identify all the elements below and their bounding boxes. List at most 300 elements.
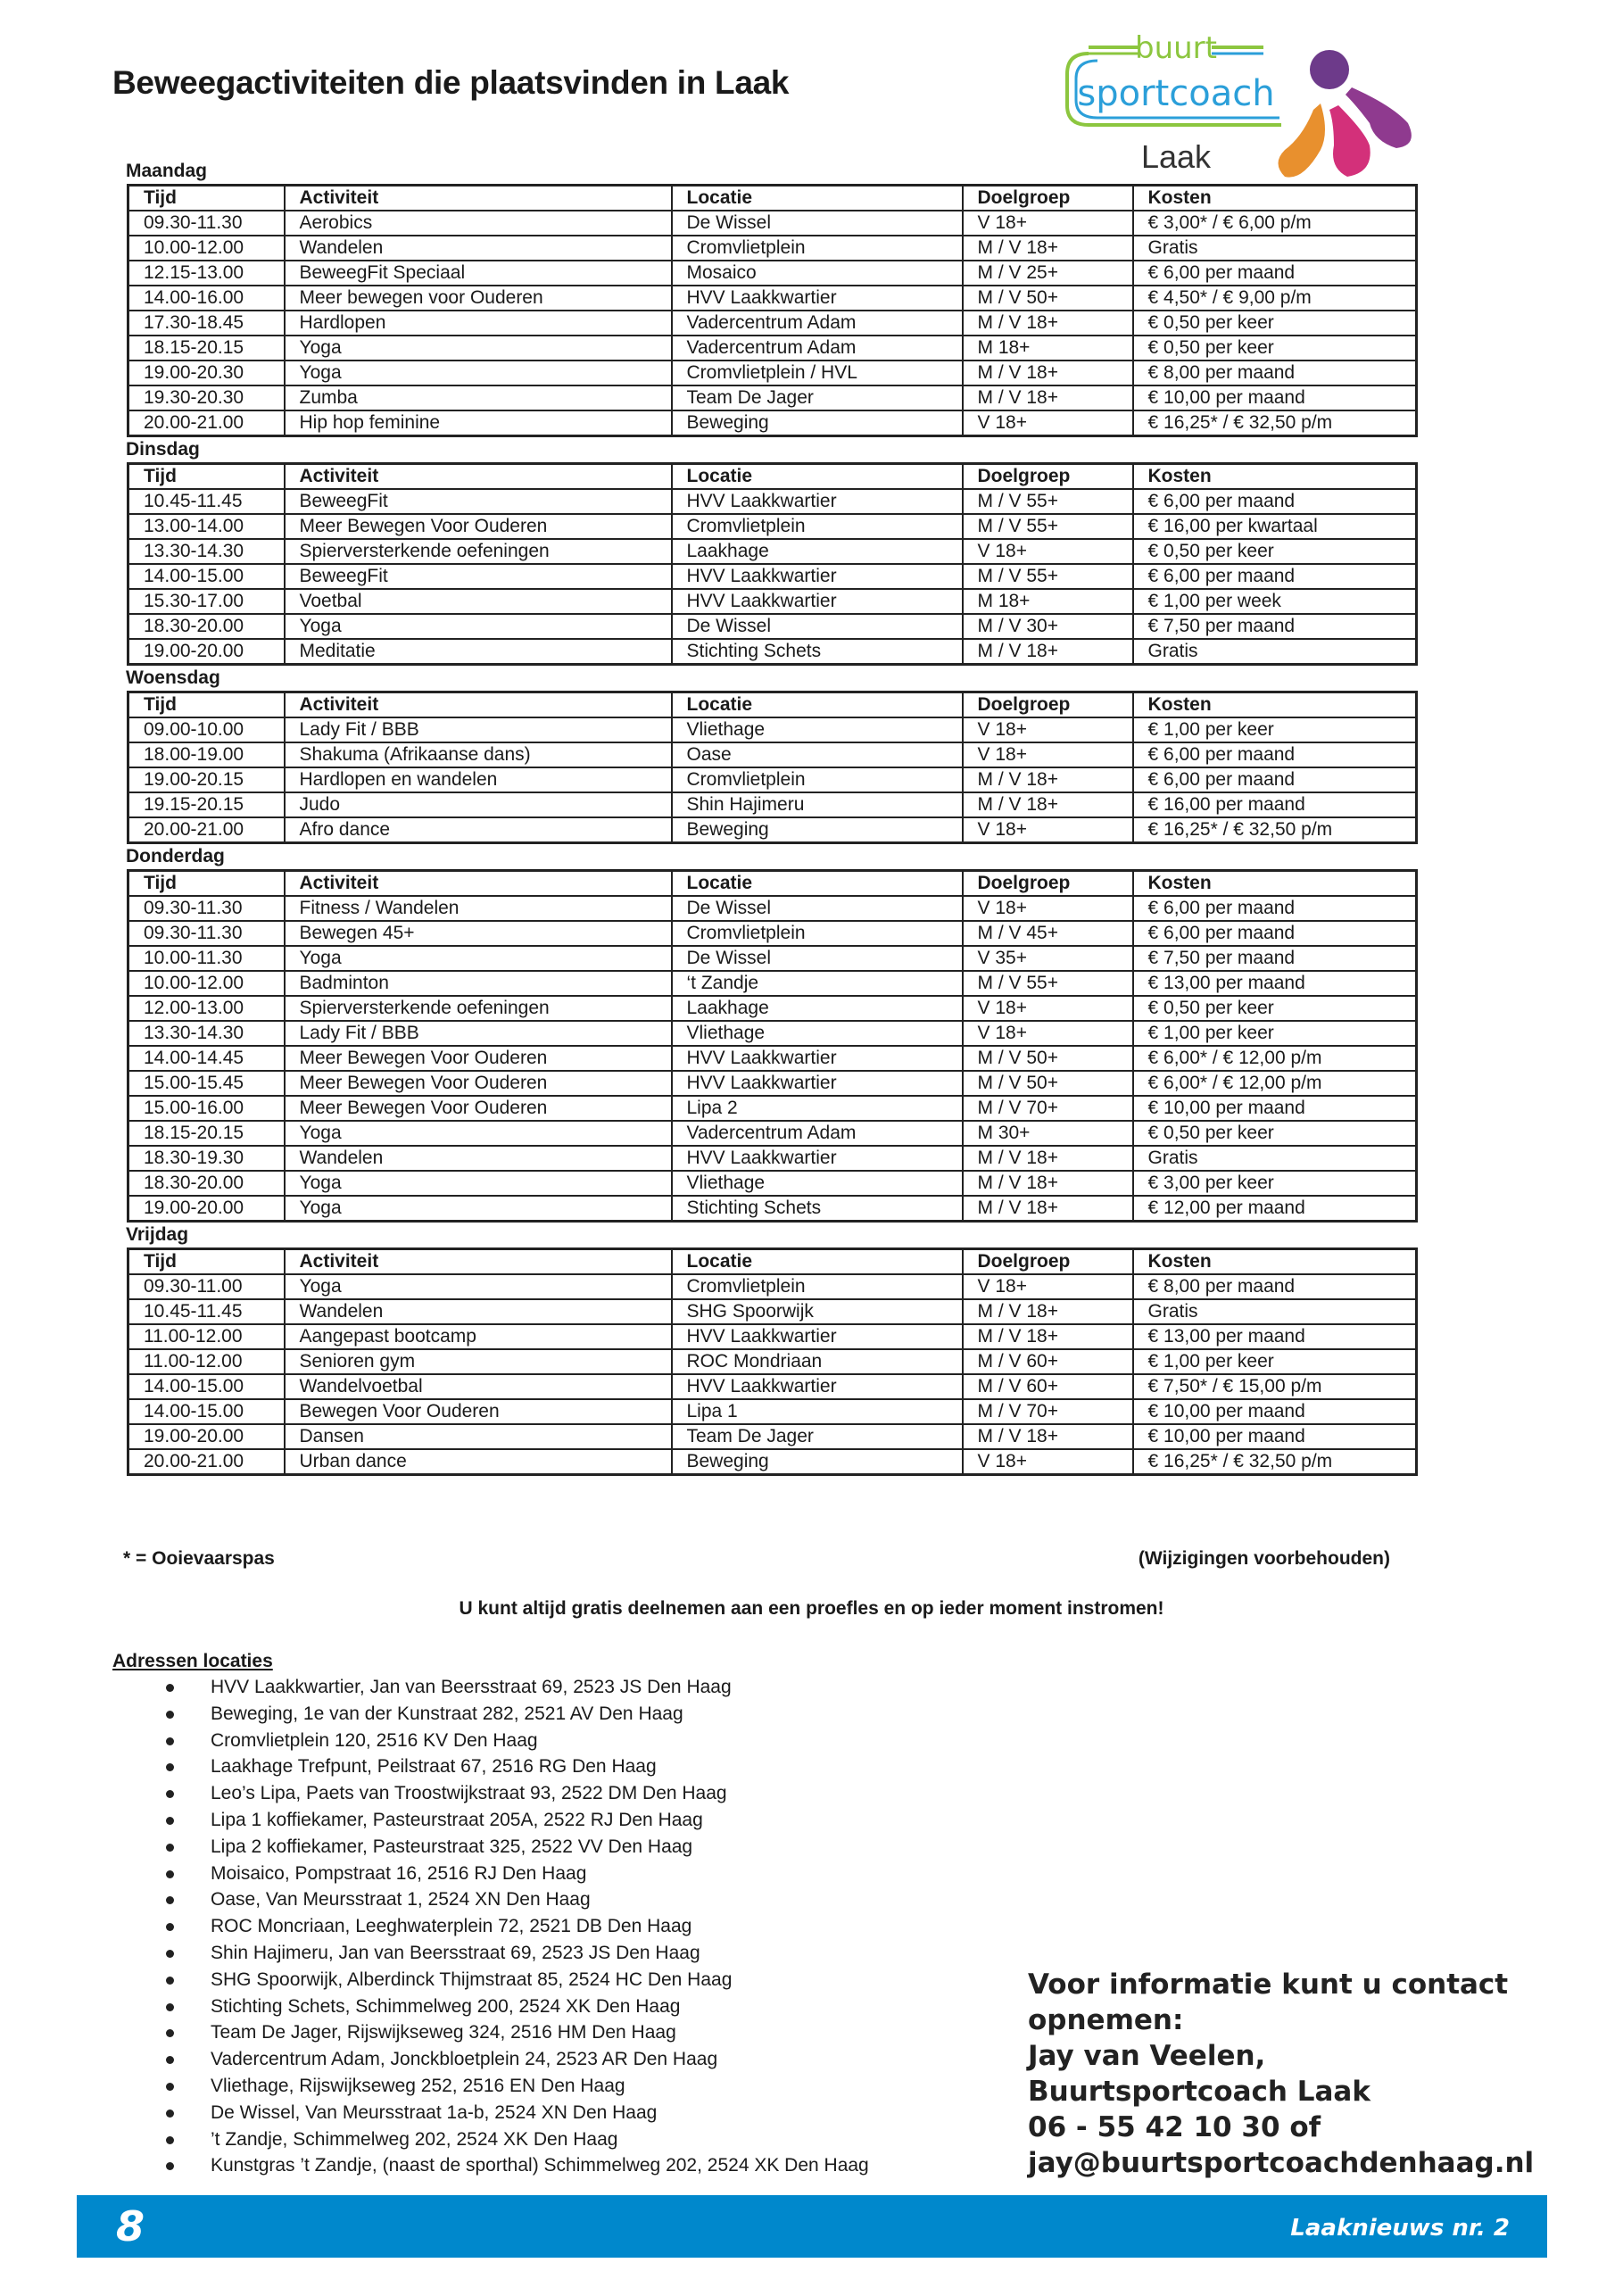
bullet-icon	[166, 1923, 174, 1931]
cell-activity: Dansen	[285, 1424, 672, 1449]
table-header-row	[128, 1249, 1417, 1275]
table-row	[128, 286, 1417, 311]
cell-target-group: M / V 18+	[963, 1146, 1133, 1171]
table-row	[128, 1021, 1417, 1046]
cell-time: 10.45-11.45	[128, 1299, 285, 1324]
cell-location: Cromvlietplein	[672, 514, 963, 539]
cell-activity: Yoga	[285, 1274, 672, 1299]
cell-activity: Spierversterkende oefeningen	[285, 996, 672, 1021]
day-label: Maandag	[126, 161, 208, 181]
contact-email[interactable]: jay@buurtsportcoachdenhaag.nl	[1028, 2147, 1535, 2179]
cell-time: 18.15-20.15	[128, 336, 285, 361]
cell-location: De Wissel	[672, 211, 963, 236]
cell-target-group: V 18+	[963, 410, 1133, 436]
bullet-icon	[166, 1870, 174, 1878]
bullet-icon	[166, 1711, 174, 1719]
cell-location: Stichting Schets	[672, 1196, 963, 1222]
table-row	[128, 1374, 1417, 1399]
address-text: Kunstgras ’t Zandje, (naast de sporthal) Schimmelweg 202, 2524 XK Den Haag	[211, 2155, 869, 2176]
cell-target-group: M / V 18+	[963, 1196, 1133, 1222]
addresses-list	[112, 1674, 1005, 2179]
address-text: Vadercentrum Adam, Jonckbloetplein 24, 2523 AR Den Haag	[211, 2049, 718, 2070]
day-label: Vrijdag	[126, 1224, 189, 1245]
cell-target-group: M / V 60+	[963, 1349, 1133, 1374]
address-text: Leo’s Lipa, Paets van Troostwijkstraat 93, 2522 DM Den Haag	[211, 1783, 727, 1804]
column-header: Locatie	[672, 1249, 963, 1275]
address-text: SHG Spoorwijk, Alberdinck Thijmstraat 85, 2524 HC Den Haag	[211, 1969, 733, 1990]
bullet-icon	[166, 2162, 174, 2170]
cell-target-group: M / V 18+	[963, 1324, 1133, 1349]
address-item	[112, 1674, 1005, 1701]
cell-target-group: M / V 18+	[963, 1424, 1133, 1449]
cell-activity: Zumba	[285, 385, 672, 410]
cell-cost: € 7,50 per maand	[1133, 614, 1417, 639]
cell-location: De Wissel	[672, 896, 963, 921]
cell-time: 10.00-12.00	[128, 236, 285, 261]
cell-time: 09.30-11.30	[128, 211, 285, 236]
address-item	[112, 1940, 1005, 1967]
table-row	[128, 385, 1417, 410]
bullet-icon	[166, 2136, 174, 2144]
address-item	[112, 2152, 1005, 2179]
cell-time: 14.00-15.00	[128, 564, 285, 589]
page-title: Beweegactiviteiten die plaatsvinden in Laak	[112, 64, 790, 101]
cell-location: Shin Hajimeru	[672, 792, 963, 817]
column-header: Kosten	[1133, 692, 1417, 718]
cell-location: De Wissel	[672, 614, 963, 639]
cell-activity: Meer bewegen voor Ouderen	[285, 286, 672, 311]
column-header: Tijd	[128, 186, 285, 211]
address-item	[112, 1807, 1005, 1834]
table-row	[128, 1324, 1417, 1349]
logo-main-word: sportcoach	[1077, 73, 1275, 114]
cell-activity: Yoga	[285, 1196, 672, 1222]
bullet-icon	[166, 2003, 174, 2011]
address-item	[112, 1834, 1005, 1861]
cell-cost: € 1,00 per week	[1133, 589, 1417, 614]
schedule-table	[127, 462, 1418, 666]
cell-time: 12.15-13.00	[128, 261, 285, 286]
cell-cost: € 8,00 per maand	[1133, 361, 1417, 385]
bullet-icon	[166, 1737, 174, 1745]
cell-cost: Gratis	[1133, 1146, 1417, 1171]
cell-time: 14.00-15.00	[128, 1399, 285, 1424]
cell-activity: Wandelen	[285, 236, 672, 261]
cell-location: Vadercentrum Adam	[672, 311, 963, 336]
cell-target-group: M / V 18+	[963, 236, 1133, 261]
cell-time: 18.30-20.00	[128, 614, 285, 639]
cell-cost: € 1,00 per keer	[1133, 1021, 1417, 1046]
cell-location: HVV Laakkwartier	[672, 286, 963, 311]
cell-target-group: M / V 50+	[963, 286, 1133, 311]
cell-cost: € 10,00 per maand	[1133, 1399, 1417, 1424]
cell-target-group: M / V 25+	[963, 261, 1133, 286]
table-row	[128, 971, 1417, 996]
cell-cost: € 3,00 per keer	[1133, 1171, 1417, 1196]
cell-target-group: M / V 70+	[963, 1399, 1133, 1424]
address-text: Shin Hajimeru, Jan van Beersstraat 69, 2523 JS Den Haag	[211, 1942, 700, 1963]
address-item	[112, 1780, 1005, 1807]
table-row	[128, 1096, 1417, 1121]
address-item	[112, 1913, 1005, 1940]
cell-cost: € 12,00 per maand	[1133, 1196, 1417, 1222]
cell-cost: € 10,00 per maand	[1133, 1096, 1417, 1121]
cell-activity: Lady Fit / BBB	[285, 1021, 672, 1046]
address-item	[112, 1967, 1005, 1993]
addresses-title: Adressen locaties	[112, 1651, 273, 1671]
table-row	[128, 1449, 1417, 1475]
cell-time: 19.00-20.15	[128, 767, 285, 792]
cell-location: De Wissel	[672, 946, 963, 971]
cell-activity: Yoga	[285, 614, 672, 639]
table-row	[128, 996, 1417, 1021]
cell-target-group: M 18+	[963, 589, 1133, 614]
cell-cost: € 0,50 per keer	[1133, 311, 1417, 336]
contact-name: Jay van Veelen,	[1028, 2040, 1266, 2072]
cell-time: 14.00-14.45	[128, 1046, 285, 1071]
cell-cost: € 0,50 per keer	[1133, 539, 1417, 564]
cell-target-group: M / V 30+	[963, 614, 1133, 639]
column-header: Kosten	[1133, 464, 1417, 490]
cell-activity: Wandelen	[285, 1146, 672, 1171]
cell-time: 12.00-13.00	[128, 996, 285, 1021]
table-header-row	[128, 186, 1417, 211]
cell-cost: € 6,00* / € 12,00 p/m	[1133, 1071, 1417, 1096]
cell-activity: BeweegFit	[285, 564, 672, 589]
column-header: Doelgroep	[963, 692, 1133, 718]
cell-cost: € 0,50 per keer	[1133, 1121, 1417, 1146]
cell-time: 18.30-20.00	[128, 1171, 285, 1196]
cell-target-group: M / V 60+	[963, 1374, 1133, 1399]
column-header: Doelgroep	[963, 1249, 1133, 1275]
cell-activity: Wandelvoetbal	[285, 1374, 672, 1399]
bullet-icon	[166, 2029, 174, 2037]
column-header: Activiteit	[285, 464, 672, 490]
cell-location: Vliethage	[672, 1171, 963, 1196]
table-row	[128, 921, 1417, 946]
address-item	[112, 1701, 1005, 1728]
contact-role: Buurtsportcoach Laak	[1028, 2076, 1370, 2108]
cell-activity: Aerobics	[285, 211, 672, 236]
cell-location: Laakhage	[672, 539, 963, 564]
cell-cost: € 6,00 per maand	[1133, 767, 1417, 792]
cell-time: 19.00-20.00	[128, 1424, 285, 1449]
cell-time: 18.00-19.00	[128, 742, 285, 767]
column-header: Activiteit	[285, 186, 672, 211]
table-row	[128, 589, 1417, 614]
cell-cost: € 6,00 per maand	[1133, 489, 1417, 514]
cell-location: HVV Laakkwartier	[672, 489, 963, 514]
cell-time: 09.30-11.30	[128, 896, 285, 921]
day-label: Dinsdag	[126, 439, 200, 460]
cell-cost: € 6,00 per maand	[1133, 261, 1417, 286]
table-row	[128, 1071, 1417, 1096]
cell-activity: Yoga	[285, 361, 672, 385]
table-row	[128, 1349, 1417, 1374]
cell-activity: Fitness / Wandelen	[285, 896, 672, 921]
call-to-action: U kunt altijd gratis deelnemen aan een proefles en op ieder moment instromen!	[459, 1598, 1164, 1619]
bullet-icon	[166, 1684, 174, 1692]
cell-cost: € 16,25* / € 32,50 p/m	[1133, 817, 1417, 843]
schedule-table	[127, 184, 1418, 437]
address-text: De Wissel, Van Meursstraat 1a-b, 2524 XN Den Haag	[211, 2101, 658, 2123]
footnote-row	[123, 1548, 1390, 1570]
table-row	[128, 564, 1417, 589]
table-row	[128, 1146, 1417, 1171]
cell-activity: Meer Bewegen Voor Ouderen	[285, 1071, 672, 1096]
cell-cost: € 16,25* / € 32,50 p/m	[1133, 410, 1417, 436]
cell-target-group: M / V 18+	[963, 361, 1133, 385]
address-item	[112, 1861, 1005, 1887]
cell-location: Vadercentrum Adam	[672, 1121, 963, 1146]
cell-target-group: M / V 50+	[963, 1071, 1133, 1096]
cell-location: ROC Mondriaan	[672, 1349, 963, 1374]
cell-location: Team De Jager	[672, 385, 963, 410]
address-text: Vliethage, Rijswijkseweg 252, 2516 EN Den Haag	[211, 2075, 625, 2096]
table-row	[128, 742, 1417, 767]
cell-location: HVV Laakkwartier	[672, 1071, 963, 1096]
cell-cost: € 6,00 per maand	[1133, 742, 1417, 767]
cell-target-group: V 18+	[963, 996, 1133, 1021]
cell-time: 19.00-20.00	[128, 1196, 285, 1222]
contact-line-2: opnemen:	[1028, 2004, 1184, 2036]
cell-location: Lipa 2	[672, 1096, 963, 1121]
cell-activity: Urban dance	[285, 1449, 672, 1475]
cell-cost: € 10,00 per maand	[1133, 1424, 1417, 1449]
address-text: Lipa 2 koffiekamer, Pasteurstraat 325, 2522 VV Den Haag	[211, 1836, 693, 1857]
cell-activity: Wandelen	[285, 1299, 672, 1324]
table-row	[128, 236, 1417, 261]
table-row	[128, 514, 1417, 539]
cell-target-group: M / V 18+	[963, 1171, 1133, 1196]
cell-cost: € 7,50* / € 15,00 p/m	[1133, 1374, 1417, 1399]
table-row	[128, 817, 1417, 843]
cell-location: Cromvlietplein	[672, 1274, 963, 1299]
cell-time: 13.30-14.30	[128, 539, 285, 564]
cell-target-group: V 35+	[963, 946, 1133, 971]
cell-target-group: M / V 18+	[963, 792, 1133, 817]
table-row	[128, 1399, 1417, 1424]
cell-activity: Meer Bewegen Voor Ouderen	[285, 1046, 672, 1071]
cell-location: Beweging	[672, 1449, 963, 1475]
page-number: 8	[116, 2202, 145, 2250]
cell-target-group: V 18+	[963, 1021, 1133, 1046]
cell-activity: Meer Bewegen Voor Ouderen	[285, 514, 672, 539]
cell-target-group: V 18+	[963, 817, 1133, 843]
cell-cost: € 10,00 per maand	[1133, 385, 1417, 410]
cell-time: 09.00-10.00	[128, 717, 285, 742]
table-row	[128, 614, 1417, 639]
column-header: Doelgroep	[963, 464, 1133, 490]
logo-top-word: buurt	[1135, 34, 1217, 66]
cell-location: HVV Laakkwartier	[672, 1374, 963, 1399]
cell-location: Cromvlietplein	[672, 767, 963, 792]
address-text: Lipa 1 koffiekamer, Pasteurstraat 205A, 2522 RJ Den Haag	[211, 1809, 703, 1830]
cell-activity: Spierversterkende oefeningen	[285, 539, 672, 564]
cell-cost: € 0,50 per keer	[1133, 996, 1417, 1021]
cell-cost: € 4,50* / € 9,00 p/m	[1133, 286, 1417, 311]
cell-time: 20.00-21.00	[128, 817, 285, 843]
table-row	[128, 1171, 1417, 1196]
table-row	[128, 336, 1417, 361]
cell-target-group: M / V 18+	[963, 767, 1133, 792]
table-row	[128, 1121, 1417, 1146]
address-text: ’t Zandje, Schimmelweg 202, 2524 XK Den Haag	[211, 2128, 618, 2150]
table-row	[128, 639, 1417, 665]
cell-target-group: M / V 55+	[963, 971, 1133, 996]
cell-location: HVV Laakkwartier	[672, 1146, 963, 1171]
table-row	[128, 261, 1417, 286]
cell-time: 10.45-11.45	[128, 489, 285, 514]
cell-activity: Yoga	[285, 1171, 672, 1196]
table-row	[128, 792, 1417, 817]
cell-location: Beweging	[672, 817, 963, 843]
table-row	[128, 410, 1417, 436]
cell-cost: € 16,00 per kwartaal	[1133, 514, 1417, 539]
cell-activity: BeweegFit	[285, 489, 672, 514]
column-header: Locatie	[672, 464, 963, 490]
address-text: Oase, Van Meursstraat 1, 2524 XN Den Haag	[211, 1889, 591, 1911]
cell-time: 20.00-21.00	[128, 1449, 285, 1475]
cell-activity: Afro dance	[285, 817, 672, 843]
bullet-icon	[166, 2110, 174, 2118]
cell-time: 18.15-20.15	[128, 1121, 285, 1146]
cell-location: SHG Spoorwijk	[672, 1299, 963, 1324]
cell-activity: Lady Fit / BBB	[285, 717, 672, 742]
cell-time: 09.30-11.00	[128, 1274, 285, 1299]
cell-cost: € 7,50 per maand	[1133, 946, 1417, 971]
cell-time: 14.00-16.00	[128, 286, 285, 311]
cell-target-group: M / V 18+	[963, 311, 1133, 336]
bullet-icon	[166, 1896, 174, 1904]
table-row	[128, 311, 1417, 336]
column-header: Locatie	[672, 186, 963, 211]
schedule-table	[127, 869, 1418, 1223]
cell-target-group: V 18+	[963, 896, 1133, 921]
cell-cost: € 3,00* / € 6,00 p/m	[1133, 211, 1417, 236]
cell-target-group: V 18+	[963, 211, 1133, 236]
table-row	[128, 1046, 1417, 1071]
address-item	[112, 2019, 1005, 2046]
cell-location: Team De Jager	[672, 1424, 963, 1449]
cell-location: Stichting Schets	[672, 639, 963, 665]
cell-cost: Gratis	[1133, 1299, 1417, 1324]
table-row	[128, 211, 1417, 236]
cell-cost: € 6,00 per maand	[1133, 564, 1417, 589]
column-header: Tijd	[128, 692, 285, 718]
cell-activity: Senioren gym	[285, 1349, 672, 1374]
table-header-row	[128, 871, 1417, 897]
address-item	[112, 2073, 1005, 2100]
bullet-icon	[166, 2083, 174, 2091]
cell-cost: € 6,00 per maand	[1133, 896, 1417, 921]
table-row	[128, 717, 1417, 742]
cell-activity: Aangepast bootcamp	[285, 1324, 672, 1349]
cell-location: HVV Laakkwartier	[672, 1046, 963, 1071]
bullet-icon	[166, 1950, 174, 1958]
address-text: Beweging, 1e van der Kunstraat 282, 2521 AV Den Haag	[211, 1703, 683, 1724]
cell-time: 19.00-20.30	[128, 361, 285, 385]
cell-location: Cromvlietplein	[672, 236, 963, 261]
column-header: Activiteit	[285, 1249, 672, 1275]
cell-location: HVV Laakkwartier	[672, 589, 963, 614]
cell-location: Oase	[672, 742, 963, 767]
cell-cost: € 16,00 per maand	[1133, 792, 1417, 817]
bullet-icon	[166, 1763, 174, 1771]
table-row	[128, 1299, 1417, 1324]
cell-cost: € 1,00 per keer	[1133, 717, 1417, 742]
cell-time: 18.30-19.30	[128, 1146, 285, 1171]
day-label: Woensdag	[126, 667, 220, 688]
address-text: Stichting Schets, Schimmelweg 200, 2524 XK Den Haag	[211, 1995, 681, 2017]
column-header: Kosten	[1133, 871, 1417, 897]
address-item	[112, 1753, 1005, 1780]
bullet-icon	[166, 2056, 174, 2064]
column-header: Kosten	[1133, 186, 1417, 211]
address-text: ROC Moncriaan, Leeghwaterplein 72, 2521 DB Den Haag	[211, 1916, 692, 1937]
cell-cost: Gratis	[1133, 639, 1417, 665]
cell-time: 19.15-20.15	[128, 792, 285, 817]
cell-activity: Bewegen 45+	[285, 921, 672, 946]
cell-time: 19.00-20.00	[128, 639, 285, 665]
cell-activity: BeweegFit Speciaal	[285, 261, 672, 286]
cell-time: 13.00-14.00	[128, 514, 285, 539]
cell-activity: Bewegen Voor Ouderen	[285, 1399, 672, 1424]
address-text: Moisaico, Pompstraat 16, 2516 RJ Den Haag	[211, 1862, 587, 1884]
table-row	[128, 767, 1417, 792]
schedule	[123, 159, 1415, 1476]
address-item	[112, 2126, 1005, 2153]
cell-target-group: M / V 18+	[963, 1299, 1133, 1324]
day-label: Donderdag	[126, 846, 225, 866]
table-row	[128, 361, 1417, 385]
column-header: Activiteit	[285, 871, 672, 897]
cell-location: Lipa 1	[672, 1399, 963, 1424]
contact-phone[interactable]: 06 - 55 42 10 30 of	[1028, 2111, 1321, 2143]
cell-time: 11.00-12.00	[128, 1324, 285, 1349]
address-text: HVV Laakkwartier, Jan van Beersstraat 69, 2523 JS Den Haag	[211, 1677, 732, 1697]
cell-cost: € 6,00* / € 12,00 p/m	[1133, 1046, 1417, 1071]
cell-activity: Meer Bewegen Voor Ouderen	[285, 1096, 672, 1121]
cell-time: 15.00-16.00	[128, 1096, 285, 1121]
cell-target-group: V 18+	[963, 1274, 1133, 1299]
logo-sub-word: Laak	[1140, 138, 1212, 175]
schedule-table	[127, 691, 1418, 844]
table-header-row	[128, 464, 1417, 490]
cell-activity: Meditatie	[285, 639, 672, 665]
column-header: Activiteit	[285, 692, 672, 718]
cell-location: HVV Laakkwartier	[672, 1324, 963, 1349]
column-header: Locatie	[672, 871, 963, 897]
cell-time: 17.30-18.45	[128, 311, 285, 336]
cell-activity: Shakuma (Afrikaanse dans)	[285, 742, 672, 767]
bullet-icon	[166, 1977, 174, 1985]
cell-cost: € 13,00 per maand	[1133, 1324, 1417, 1349]
table-row	[128, 896, 1417, 921]
cell-cost: € 13,00 per maand	[1133, 971, 1417, 996]
cell-location: Vadercentrum Adam	[672, 336, 963, 361]
cell-location: ‘t Zandje	[672, 971, 963, 996]
cell-target-group: M 30+	[963, 1121, 1133, 1146]
column-header: Kosten	[1133, 1249, 1417, 1275]
table-row	[128, 946, 1417, 971]
column-header: Doelgroep	[963, 186, 1133, 211]
cell-target-group: M 18+	[963, 336, 1133, 361]
cell-activity: Hip hop feminine	[285, 410, 672, 436]
cell-time: 15.30-17.00	[128, 589, 285, 614]
cell-time: 19.30-20.30	[128, 385, 285, 410]
address-item	[112, 1728, 1005, 1754]
